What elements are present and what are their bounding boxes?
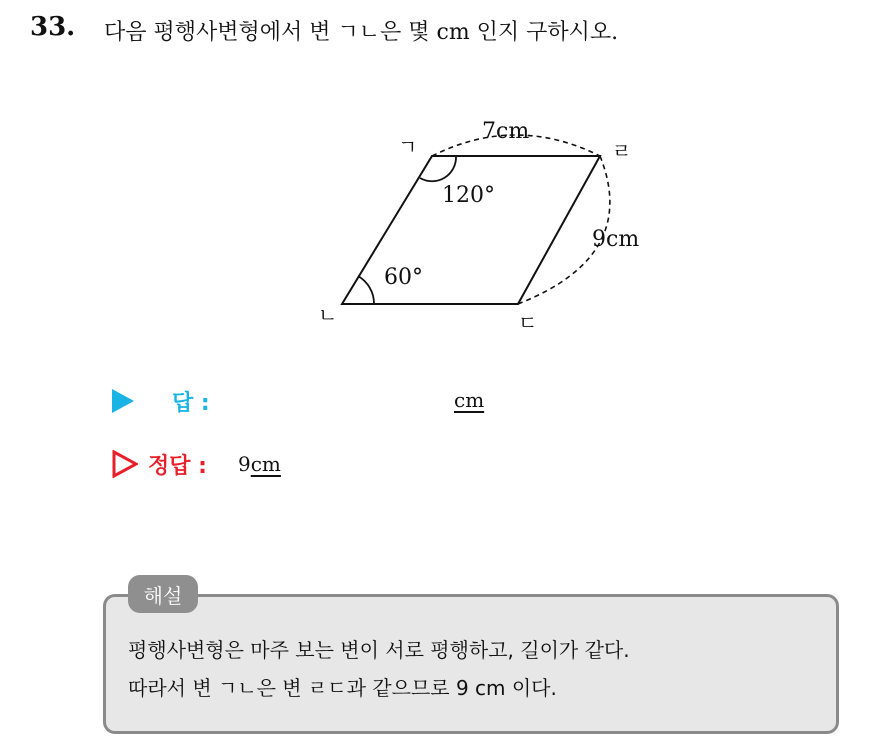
solution-tab: 해설 [128, 575, 198, 613]
solution-line-1: 평행사변형은 마주 보는 변이 서로 평행하고, 길이가 같다. [128, 638, 630, 662]
vertex-label-b: ㄴ [318, 303, 338, 327]
vertex-label-c: ㄷ [518, 311, 538, 335]
correct-answer-number: 9 [238, 452, 251, 476]
play-triangle-icon [112, 389, 134, 413]
question-number: 33. [30, 12, 76, 42]
answer-label: 답 : [172, 391, 210, 416]
angle-b-arc [358, 276, 374, 304]
correct-answer-label: 정답 : [148, 454, 207, 479]
correct-answer-value [238, 452, 281, 476]
question-text: 다음 평행사변형에서 변 ㄱㄴ은 몇 cm 인지 구하시오. [104, 20, 619, 45]
answer-unit[interactable]: cm [454, 388, 485, 412]
vertex-label-d: ㄹ [612, 139, 632, 163]
right-side-label: 9cm [592, 227, 640, 252]
parallelogram-figure [0, 0, 884, 360]
top-side-label: 7cm [482, 119, 530, 144]
angle-a-label: 120° [442, 183, 495, 208]
outline-triangle-icon [112, 450, 138, 478]
solution-line-2: 따라서 변 ㄱㄴ은 변 ㄹㄷ과 같으므로 9 cm 이다. [128, 676, 557, 700]
solution-box [103, 594, 839, 734]
angle-b-label: 60° [384, 265, 423, 290]
vertex-label-a: ㄱ [398, 135, 418, 159]
correct-answer-unit: cm [250, 452, 281, 476]
